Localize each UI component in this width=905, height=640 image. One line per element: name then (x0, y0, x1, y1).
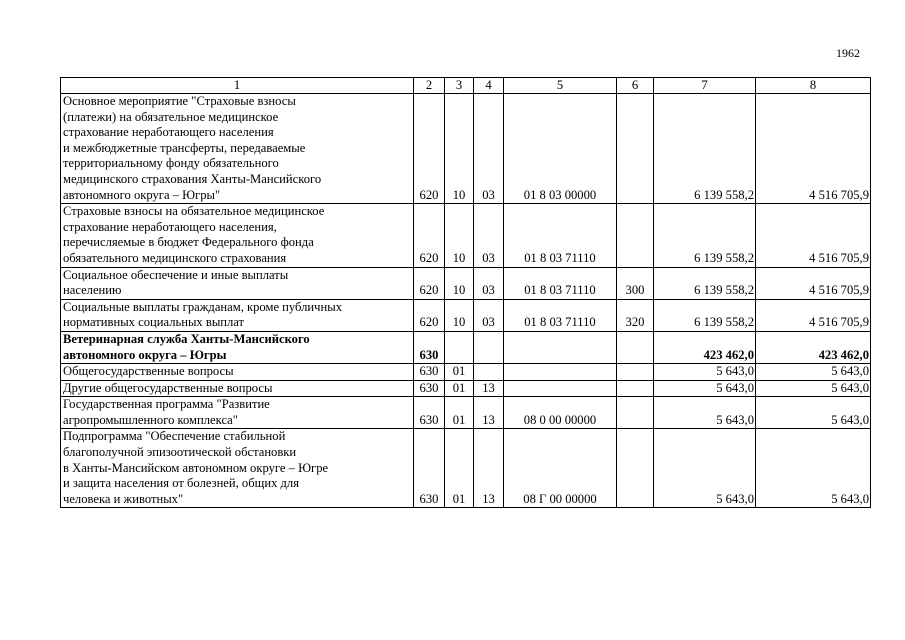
table-row (61, 331, 871, 363)
expense-type-code-cell (617, 364, 654, 381)
table-row (61, 429, 871, 508)
table-row (61, 94, 871, 204)
section-code-cell: 620 (414, 267, 445, 299)
item-code-cell: 13 (474, 397, 504, 429)
amount-year-2-cell: 4 516 705,9 (756, 299, 871, 331)
table-row (61, 397, 871, 429)
row-name-cell: Подпрограмма "Обеспечение стабильной благополучной эпизоотической обстановки в Ханты-Мансийском автономном округе – Югре и защита населения от болезней, общих для человека и животных" (61, 429, 414, 508)
header-cell: 5 (504, 78, 617, 94)
subsection-code-cell: 01 (445, 380, 474, 397)
section-code-cell: 630 (414, 397, 445, 429)
expense-type-code-cell (617, 397, 654, 429)
section-code-cell: 620 (414, 204, 445, 267)
row-name-cell: Ветеринарная служба Ханты-Мансийского автономного округа – Югры (61, 331, 414, 363)
table-row (61, 267, 871, 299)
subsection-code-cell: 10 (445, 299, 474, 331)
section-code-cell: 630 (414, 364, 445, 381)
section-code-cell: 630 (414, 380, 445, 397)
item-code-cell: 13 (474, 380, 504, 397)
subsection-code-cell (445, 331, 474, 363)
item-code-cell: 03 (474, 204, 504, 267)
budget-table (60, 77, 871, 508)
amount-year-2-cell: 5 643,0 (756, 429, 871, 508)
amount-year-1-cell: 6 139 558,2 (654, 267, 756, 299)
row-name-cell: Основное мероприятие "Страховые взносы (платежи) на обязательное медицинское страхование неработающего населения и межбюджетные трансферты, передаваемые территориальному фонду обязательного медицинского страхования Ханты-Мансийского автономного округа – Югры" (61, 94, 414, 204)
target-code-cell (504, 331, 617, 363)
amount-year-1-cell: 6 139 558,2 (654, 204, 756, 267)
target-code-cell: 01 8 03 00000 (504, 94, 617, 204)
amount-year-2-cell: 5 643,0 (756, 397, 871, 429)
amount-year-1-cell: 5 643,0 (654, 397, 756, 429)
section-code-cell: 620 (414, 94, 445, 204)
row-name-cell: Общегосударственные вопросы (61, 364, 414, 381)
expense-type-code-cell (617, 429, 654, 508)
expense-type-code-cell (617, 94, 654, 204)
subsection-code-cell: 10 (445, 267, 474, 299)
item-code-cell: 03 (474, 299, 504, 331)
target-code-cell: 01 8 03 71110 (504, 267, 617, 299)
header-cell: 7 (654, 78, 756, 94)
expense-type-code-cell: 300 (617, 267, 654, 299)
item-code-cell (474, 331, 504, 363)
subsection-code-cell: 01 (445, 429, 474, 508)
target-code-cell: 08 Г 00 00000 (504, 429, 617, 508)
amount-year-2-cell: 4 516 705,9 (756, 94, 871, 204)
expense-type-code-cell: 320 (617, 299, 654, 331)
amount-year-1-cell: 5 643,0 (654, 429, 756, 508)
header-cell: 2 (414, 78, 445, 94)
amount-year-1-cell: 423 462,0 (654, 331, 756, 363)
subsection-code-cell: 10 (445, 94, 474, 204)
target-code-cell (504, 380, 617, 397)
table-row (61, 299, 871, 331)
row-name-cell: Социальное обеспечение и иные выплаты населению (61, 267, 414, 299)
amount-year-1-cell: 5 643,0 (654, 380, 756, 397)
amount-year-2-cell: 5 643,0 (756, 364, 871, 381)
header-cell: 1 (61, 78, 414, 94)
row-name-cell: Другие общегосударственные вопросы (61, 380, 414, 397)
header-cell: 4 (474, 78, 504, 94)
header-cell: 6 (617, 78, 654, 94)
item-code-cell: 03 (474, 267, 504, 299)
subsection-code-cell: 01 (445, 397, 474, 429)
target-code-cell (504, 364, 617, 381)
item-code-cell (474, 364, 504, 381)
table-row (61, 380, 871, 397)
amount-year-1-cell: 6 139 558,2 (654, 299, 756, 331)
expense-type-code-cell (617, 331, 654, 363)
row-name-cell: Государственная программа "Развитие агропромышленного комплекса" (61, 397, 414, 429)
amount-year-2-cell: 5 643,0 (756, 380, 871, 397)
amount-year-1-cell: 6 139 558,2 (654, 94, 756, 204)
target-code-cell: 01 8 03 71110 (504, 204, 617, 267)
header-row (61, 78, 871, 94)
section-code-cell: 630 (414, 429, 445, 508)
item-code-cell: 13 (474, 429, 504, 508)
target-code-cell: 01 8 03 71110 (504, 299, 617, 331)
subsection-code-cell: 01 (445, 364, 474, 381)
target-code-cell: 08 0 00 00000 (504, 397, 617, 429)
item-code-cell: 03 (474, 94, 504, 204)
amount-year-2-cell: 423 462,0 (756, 331, 871, 363)
subsection-code-cell: 10 (445, 204, 474, 267)
expense-type-code-cell (617, 204, 654, 267)
header-cell: 3 (445, 78, 474, 94)
table-row (61, 204, 871, 267)
row-name-cell: Социальные выплаты гражданам, кроме публичных нормативных социальных выплат (61, 299, 414, 331)
expense-type-code-cell (617, 380, 654, 397)
page-number: 1962 (836, 46, 860, 60)
amount-year-2-cell: 4 516 705,9 (756, 204, 871, 267)
table-row (61, 364, 871, 381)
row-name-cell: Страховые взносы на обязательное медицинское страхование неработающего населения, перечисляемые в бюджет Федерального фонда обязательного медицинского страхования (61, 204, 414, 267)
amount-year-2-cell: 4 516 705,9 (756, 267, 871, 299)
header-cell: 8 (756, 78, 871, 94)
section-code-cell: 630 (414, 331, 445, 363)
section-code-cell: 620 (414, 299, 445, 331)
amount-year-1-cell: 5 643,0 (654, 364, 756, 381)
